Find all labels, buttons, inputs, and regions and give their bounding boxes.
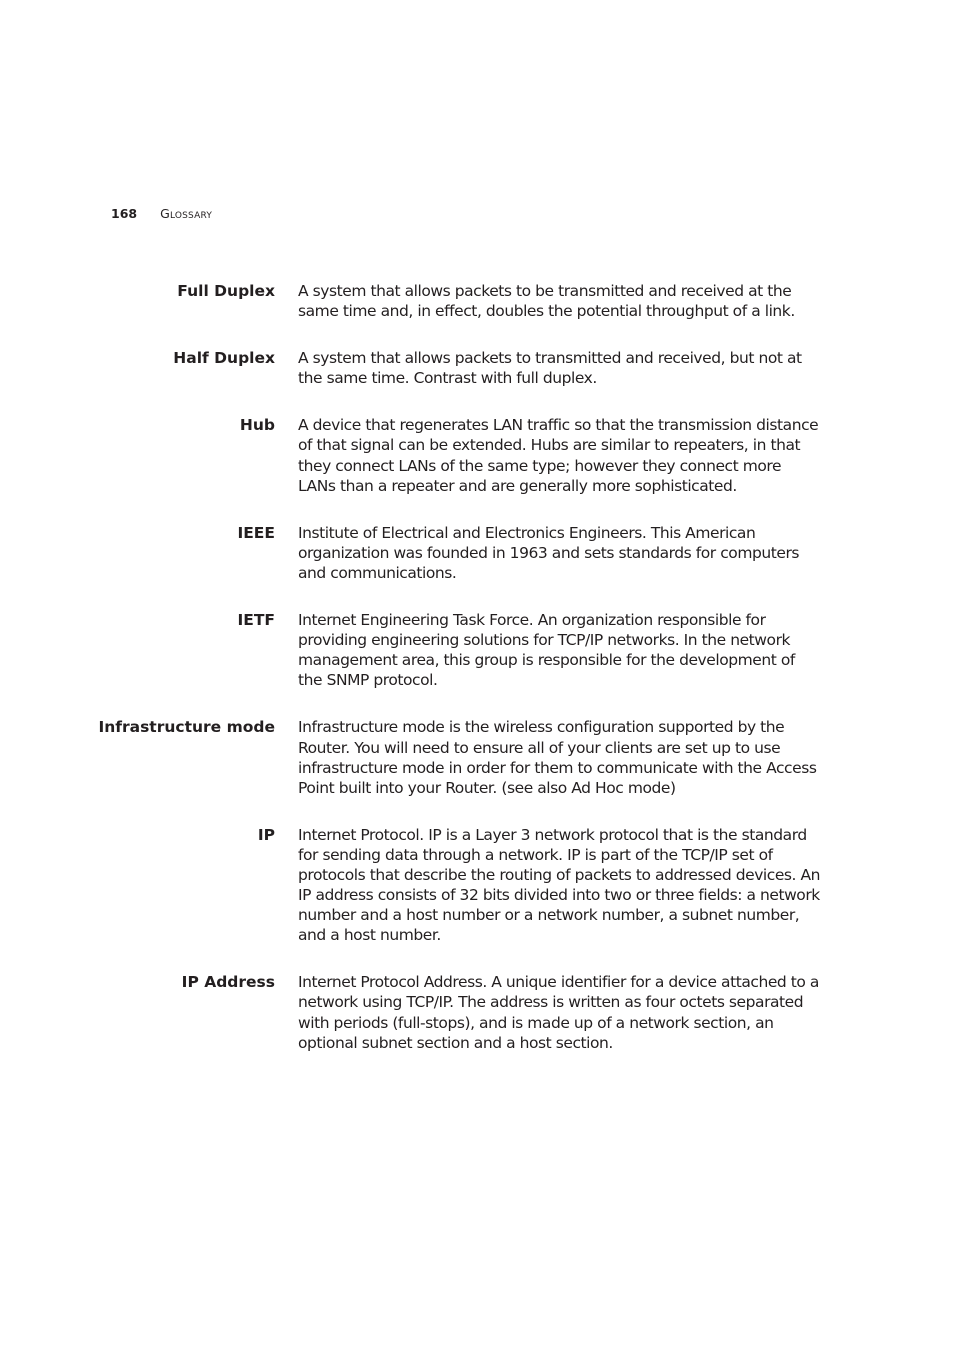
glossary-entry-ietf xyxy=(0,610,954,690)
glossary-definition: A system that allows packets to be transmitted and received at the same time and, in effect, doubles the potential throughput of a link. xyxy=(298,282,795,321)
glossary-list xyxy=(0,281,954,1080)
glossary-entry-ieee xyxy=(0,523,954,583)
glossary-definition: A system that allows packets to transmitted and received, but not at the same time. Contrast with full duplex. xyxy=(298,349,802,388)
glossary-term: Hub xyxy=(239,416,275,435)
glossary-term: Half Duplex xyxy=(173,349,275,368)
glossary-entry-ip-address xyxy=(0,972,954,1052)
glossary-term: Infrastructure mode xyxy=(98,718,275,737)
glossary-term: IP Address xyxy=(181,973,275,992)
glossary-term: IETF xyxy=(237,611,275,630)
glossary-definition: Internet Protocol. IP is a Layer 3 network protocol that is the standard for sending data through a network. IP is part of the TCP/IP set of protocols that describe the routing of packets to addressed devices. An IP address consists of 32 bits divided into two or three fields: a network number and a host number or a network number, a subnet number, and a host number. xyxy=(298,825,821,945)
glossary-term: Full Duplex xyxy=(177,282,275,300)
glossary-definition: Internet Engineering Task Force. An organization responsible for providing engineering solutions for TCP/IP networks. In the network management area, this group is responsible for the development of the SNMP protocol. xyxy=(298,611,795,690)
glossary-definition: Institute of Electrical and Electronics Engineers. This American organization was founded in 1963 and sets standards for computers and communications. xyxy=(298,523,799,582)
glossary-definition: A device that regenerates LAN traffic so that the transmission distance of that signal can be extended. Hubs are similar to repeaters, in that they connect LANs of the same type; however they connect more LANs than a repeater and are generally more sophisticated. xyxy=(298,416,819,495)
glossary-entry-hub xyxy=(0,415,954,495)
section-title: Glossary xyxy=(160,206,213,221)
glossary-entry-ip xyxy=(0,825,954,946)
glossary-definition: Infrastructure mode is the wireless configuration supported by the Router. You will need to ensure all of your clients are set up to use infrastructure mode in order for them to communicate with the Access Point built into your Router. (see also Ad Hoc mode) xyxy=(298,718,817,797)
glossary-entry-infrastructure-mode xyxy=(0,717,954,797)
glossary-entry-full-duplex xyxy=(0,281,954,321)
glossary-entry-half-duplex xyxy=(0,348,954,388)
glossary-term: IP xyxy=(257,825,275,844)
glossary-definition: Internet Protocol Address. A unique identifier for a device attached to a network using TCP/IP. The address is written as four octets separated with periods (full-stops), and is made up of a network section, an optional subnet section and a host section. xyxy=(298,973,819,1052)
page-number: 168 xyxy=(111,206,138,221)
glossary-term: IEEE xyxy=(237,523,275,542)
running-header xyxy=(111,205,212,223)
